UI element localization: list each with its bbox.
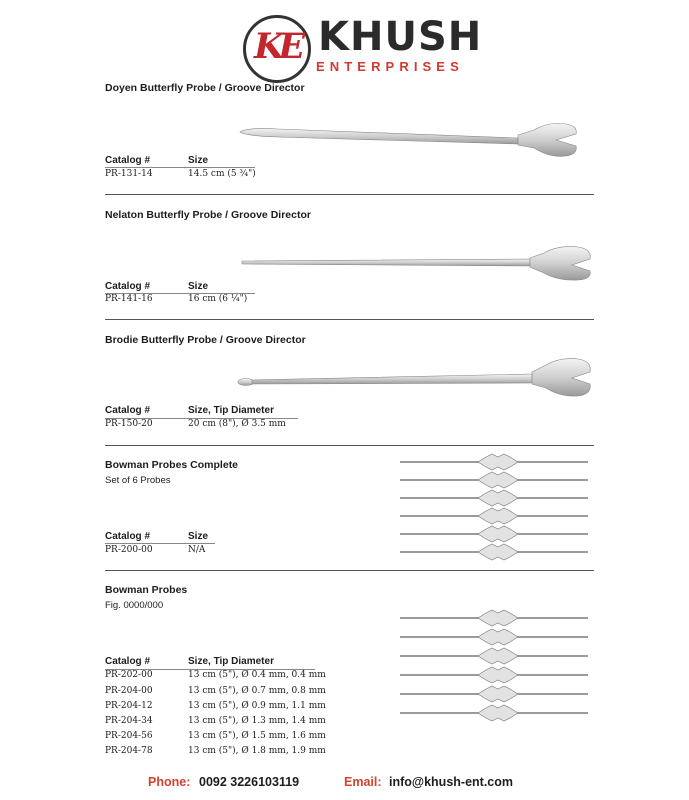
- product-title: Bowman Probes Complete: [105, 459, 239, 471]
- phone-number[interactable]: 0092 3226103119: [199, 775, 300, 789]
- size-value: 14.5 cm (5 ¾"): [188, 169, 256, 179]
- col-header-size: Size: [188, 155, 209, 166]
- size-value: 13 cm (5"), Ø 0.9 mm, 1.1 mm: [188, 701, 326, 711]
- product-subtitle: Set of 6 Probes: [105, 475, 171, 486]
- logo-monogram: KE: [254, 26, 300, 67]
- catalog-number: PR-131-14: [105, 169, 153, 179]
- catalog-number: PR-141-16: [105, 294, 153, 304]
- section-divider: [105, 445, 594, 446]
- brodie-probe-image: [236, 356, 596, 402]
- product-title: Doyen Butterfly Probe / Groove Director: [105, 82, 305, 94]
- product-title: Nelaton Butterfly Probe / Groove Director: [105, 209, 311, 221]
- phone-label: Phone:: [148, 775, 191, 789]
- section-divider: [105, 194, 594, 195]
- product-title: Brodie Butterfly Probe / Groove Director: [105, 334, 306, 346]
- catalog-number: PR-204-34: [105, 716, 153, 726]
- catalog-number: PR-204-00: [105, 686, 153, 696]
- col-header-catalog: Catalog #: [105, 656, 151, 667]
- catalog-number: PR-204-56: [105, 731, 153, 741]
- section-divider: [105, 570, 594, 571]
- col-header-catalog: Catalog #: [105, 281, 151, 292]
- logo-emblem: [243, 15, 311, 83]
- header-divider: [105, 543, 215, 544]
- nelaton-probe-image: [240, 245, 600, 285]
- col-header-size-tip: Size, Tip Diameter: [188, 656, 274, 667]
- size-value: 13 cm (5"), Ø 0.4 mm, 0.4 mm: [188, 670, 326, 680]
- size-value: 13 cm (5"), Ø 1.8 mm, 1.9 mm: [188, 746, 326, 756]
- col-header-size: Size: [188, 531, 209, 542]
- section-divider: [105, 319, 594, 320]
- brand-tagline: ENTERPRISES: [316, 59, 464, 74]
- col-header-catalog: Catalog #: [105, 531, 151, 542]
- catalog-number: PR-204-78: [105, 746, 153, 756]
- doyen-probe-image: [238, 118, 598, 160]
- header-divider: [105, 167, 255, 168]
- size-value: N/A: [188, 545, 206, 555]
- size-value: 13 cm (5"), Ø 0.7 mm, 0.8 mm: [188, 686, 326, 696]
- brand-name: KHUSH: [318, 14, 483, 60]
- col-header-size: Size: [188, 281, 209, 292]
- catalog-number: PR-204-12: [105, 701, 153, 711]
- bowman-set-image: [398, 452, 592, 562]
- bowman-probes-image: [398, 608, 592, 718]
- col-header-catalog: Catalog #: [105, 405, 151, 416]
- product-subtitle: Fig. 0000/000: [105, 600, 164, 611]
- product-title: Bowman Probes: [105, 584, 188, 596]
- catalog-number: PR-202-00: [105, 670, 153, 680]
- catalog-number: PR-200-00: [105, 545, 153, 555]
- email-label: Email:: [344, 775, 382, 789]
- size-value: 20 cm (8"), Ø 3.5 mm: [188, 419, 286, 429]
- size-value: 13 cm (5"), Ø 1.5 mm, 1.6 mm: [188, 731, 326, 741]
- email-link[interactable]: info@khush-ent.com: [389, 775, 513, 789]
- catalog-number: PR-150-20: [105, 419, 153, 429]
- size-value: 16 cm (6 ¼"): [188, 294, 248, 304]
- col-header-size-tip: Size, Tip Diameter: [188, 405, 274, 416]
- size-value: 13 cm (5"), Ø 1.3 mm, 1.4 mm: [188, 716, 326, 726]
- col-header-catalog: Catalog #: [105, 155, 151, 166]
